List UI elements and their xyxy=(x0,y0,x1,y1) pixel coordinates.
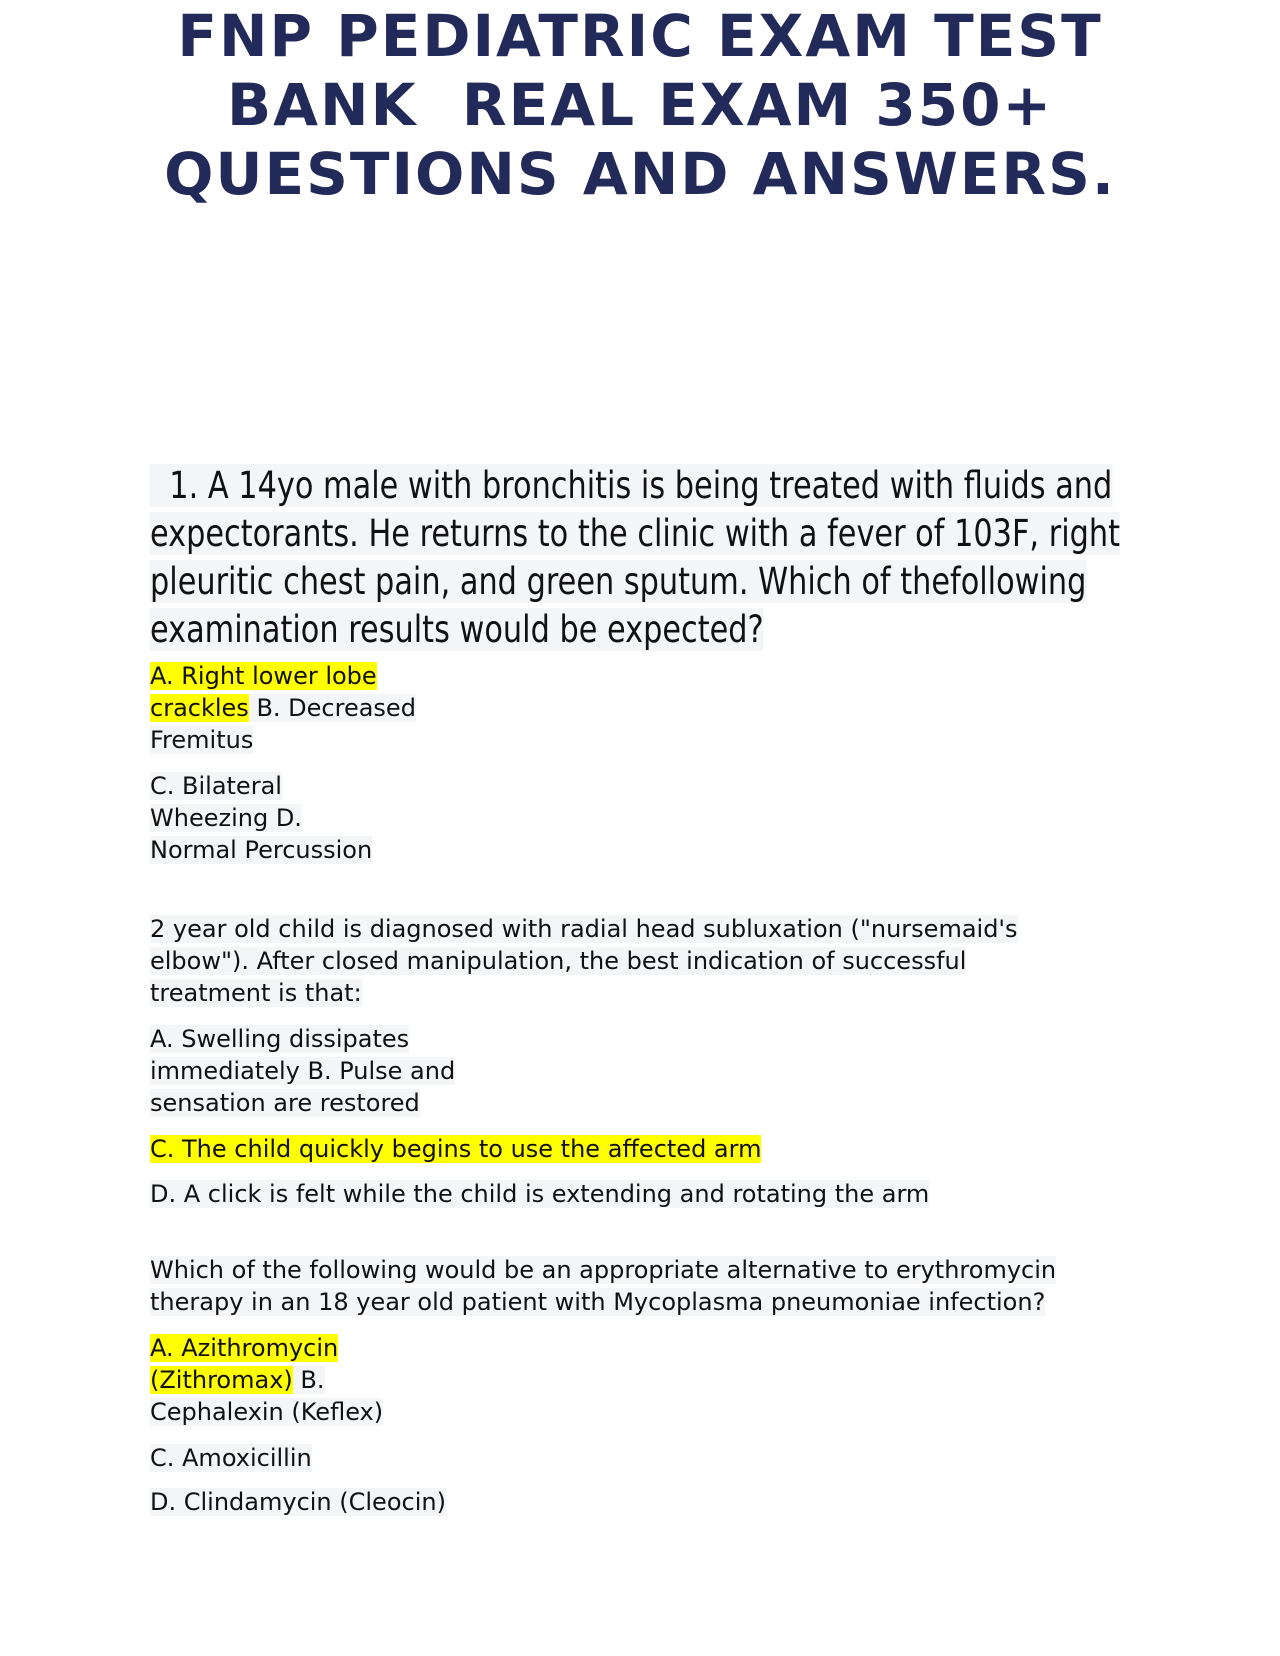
q1-option-c-line-1: C. Bilateral xyxy=(150,772,282,800)
question-2-option-d xyxy=(150,1178,929,1210)
question-1-options-ab xyxy=(150,660,416,756)
q1-option-b-line-1: B. Decreased xyxy=(248,694,416,722)
q1-option-b-line-2: Fremitus xyxy=(150,726,254,754)
q2-option-a-line-2: immediately xyxy=(150,1057,300,1085)
q2-stem-line-1: 2 year old child is diagnosed with radial head subluxation ("nursemaid's xyxy=(150,915,1018,943)
q1-stem-line-3: pleuritic chest pain, and green sputum. Which of thefollowing xyxy=(150,560,1087,603)
question-3-option-d xyxy=(150,1486,446,1518)
q3-option-b-line-1: B. xyxy=(292,1366,325,1394)
question-3-options-ab xyxy=(150,1332,383,1428)
title-line-1: FNP PEDIATRIC EXAM TEST xyxy=(177,2,1103,70)
question-3-stem xyxy=(150,1254,1056,1318)
document-title xyxy=(140,2,1140,209)
q3-option-c: C. Amoxicillin xyxy=(150,1444,312,1472)
q1-option-d-line-2: Normal Percussion xyxy=(150,836,373,864)
q3-stem-line-2: therapy in an 18 year old patient with Mycoplasma pneumoniae infection? xyxy=(150,1288,1046,1316)
q3-option-a-line-2: (Zithromax) xyxy=(150,1366,293,1394)
q1-stem-line-2: expectorants. He returns to the clinic with a fever of 103F, right xyxy=(150,512,1121,555)
q3-option-b-line-2: Cephalexin (Keflex) xyxy=(150,1398,384,1426)
question-2-stem xyxy=(150,913,1018,1009)
q2-option-d: D. A click is felt while the child is extending and rotating the arm xyxy=(150,1180,930,1208)
q1-option-c-line-2: Wheezing xyxy=(150,804,269,832)
q1-option-d-line-1: D. xyxy=(268,804,302,832)
title-line-2: BANK REAL EXAM 350+ xyxy=(226,71,1054,139)
q2-option-c: C. The child quickly begins to use the affected arm xyxy=(150,1135,762,1163)
q1-stem-line-1: 1. A 14yo male with bronchitis is being treated with fluids and xyxy=(150,464,1113,507)
question-1-stem xyxy=(150,462,1121,654)
question-2-options-ab xyxy=(150,1023,455,1119)
q1-stem-line-4: examination results would be expected? xyxy=(150,608,764,651)
question-3-option-c xyxy=(150,1442,312,1474)
q2-option-b-line-1: B. Pulse and xyxy=(299,1057,456,1085)
q2-option-b-line-2: sensation are restored xyxy=(150,1089,420,1117)
q3-option-d: D. Clindamycin (Cleocin) xyxy=(150,1488,446,1516)
q2-stem-line-3: treatment is that: xyxy=(150,979,362,1007)
q3-stem-line-1: Which of the following would be an appropriate alternative to erythromycin xyxy=(150,1256,1057,1284)
question-1-options-cd xyxy=(150,770,372,866)
q3-option-a-line-1: A. Azithromycin xyxy=(150,1334,339,1362)
q1-option-a-line-1: A. Right lower lobe xyxy=(150,662,377,690)
title-line-3: QUESTIONS AND ANSWERS. xyxy=(164,140,1116,208)
q1-option-a-line-2: crackles xyxy=(150,694,249,722)
q2-stem-line-2: elbow"). After closed manipulation, the best indication of successful xyxy=(150,947,967,975)
question-2-option-c xyxy=(150,1133,761,1165)
q2-option-a-line-1: A. Swelling dissipates xyxy=(150,1025,410,1053)
